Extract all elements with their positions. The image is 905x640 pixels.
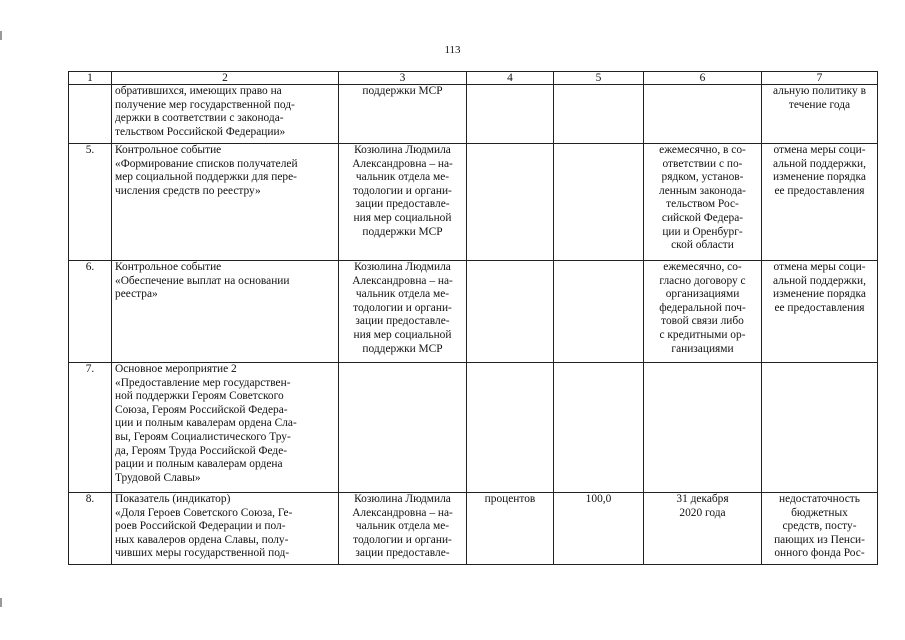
column-number: 6 xyxy=(644,72,762,85)
value xyxy=(554,363,644,493)
row-number xyxy=(69,85,112,144)
column-number: 7 xyxy=(762,72,878,85)
unit xyxy=(467,144,554,261)
row-number: 5. xyxy=(69,144,112,261)
column-number: 3 xyxy=(339,72,467,85)
risk-description: отмена меры соци- альной поддержки, изменение порядка ее предоставления xyxy=(762,144,878,261)
scan-edge-mark xyxy=(0,598,2,607)
table-row xyxy=(69,493,878,565)
column-number: 1 xyxy=(69,72,112,85)
table-row xyxy=(69,261,878,363)
page-number: 113 xyxy=(444,44,461,56)
deadline xyxy=(644,85,762,144)
responsible-person: Козюлина Людмила Александровна – на- чальник отдела ме- тодологии и органи- зации предоставле- ния мер социальной поддержки МСР xyxy=(339,144,467,261)
unit xyxy=(467,261,554,363)
row-number: 6. xyxy=(69,261,112,363)
deadline xyxy=(644,363,762,493)
activity-name: Контрольное событие «Формирование списков получателей мер социальной поддержки для пере- числения средств по реестру» xyxy=(112,144,339,261)
deadline: ежемесячно, в со- ответствии с по- рядком, установ- ленным законода- тельством Рос- сийской Федера- ции и Оренбург- ской области xyxy=(644,144,762,261)
unit: процентов xyxy=(467,493,554,565)
activities-table xyxy=(68,71,878,565)
activity-name: обратившихся, имеющих право на получение мер государственной под- держки в соответствии с законода- тельством Российской Федерации» xyxy=(112,85,339,144)
column-number-row xyxy=(69,72,878,85)
responsible-person xyxy=(339,363,467,493)
column-number: 4 xyxy=(467,72,554,85)
value xyxy=(554,261,644,363)
risk-description: отмена меры соци- альной поддержки, изменение порядка ее предоставления xyxy=(762,261,878,363)
column-number: 5 xyxy=(554,72,644,85)
column-number: 2 xyxy=(112,72,339,85)
responsible-person: поддержки МСР xyxy=(339,85,467,144)
table-row xyxy=(69,363,878,493)
activity-name: Показатель (индикатор) «Доля Героев Советского Союза, Ге- роев Российской Федерации и пол- ных кавалеров ордена Славы, полу- чивших меры государственной под- xyxy=(112,493,339,565)
table-row xyxy=(69,144,878,261)
value xyxy=(554,85,644,144)
risk-description xyxy=(762,363,878,493)
row-number: 7. xyxy=(69,363,112,493)
activity-name: Контрольное событие «Обеспечение выплат на основании реестра» xyxy=(112,261,339,363)
value: 100,0 xyxy=(554,493,644,565)
unit xyxy=(467,85,554,144)
table-row xyxy=(69,85,878,144)
deadline: 31 декабря 2020 года xyxy=(644,493,762,565)
risk-description: альную политику в течение года xyxy=(762,85,878,144)
responsible-person: Козюлина Людмила Александровна – на- чальник отдела ме- тодологии и органи- зации предоставле- ния мер социальной поддержки МСР xyxy=(339,261,467,363)
risk-description: недостаточность бюджетных средств, посту- пающих из Пенси- онного фонда Рос- xyxy=(762,493,878,565)
deadline: ежемесячно, со- гласно договору с организациями федеральной поч- товой связи либо с кредитными ор- ганизациями xyxy=(644,261,762,363)
scan-edge-mark xyxy=(0,31,2,40)
responsible-person: Козюлина Людмила Александровна – на- чальник отдела ме- тодологии и органи- зации предоставле- xyxy=(339,493,467,565)
activity-name: Основное мероприятие 2 «Предоставление мер государствен- ной поддержки Героям Советского Союза, Героям Российской Федера- ции и полным кавалерам ордена Сла- вы, Героям Социалистического Тру- да, Героям Труда Российской Феде- рации и полным кавалерам ордена Трудовой Славы» xyxy=(112,363,339,493)
value xyxy=(554,144,644,261)
unit xyxy=(467,363,554,493)
row-number: 8. xyxy=(69,493,112,565)
